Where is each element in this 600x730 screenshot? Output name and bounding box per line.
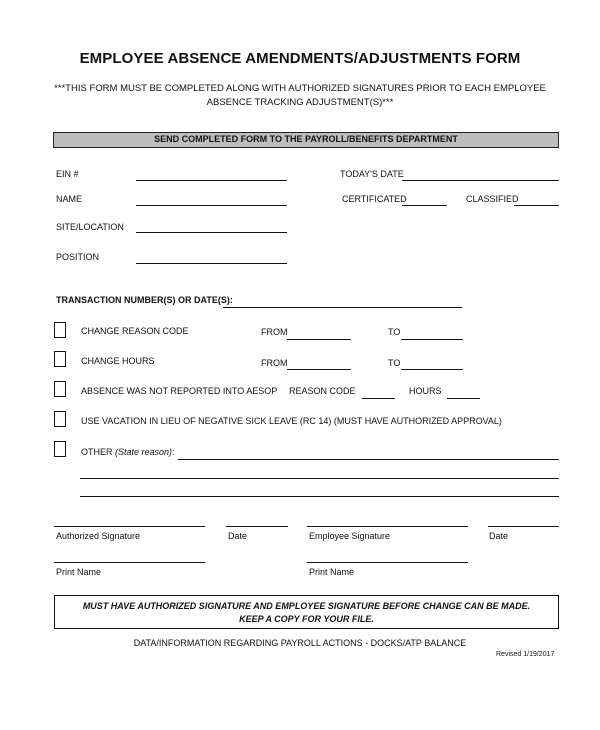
ein-label: EIN # — [56, 169, 79, 179]
authorized-date-label: Date — [228, 531, 248, 541]
signature-notice-line2: KEEP A COPY FOR YOUR FILE. — [239, 614, 374, 624]
reason-code-label: REASON CODE — [289, 386, 356, 396]
authorized-date-field[interactable] — [226, 526, 288, 527]
payroll-info-note: DATA/INFORMATION REGARDING PAYROLL ACTIONS - DOCKS/ATP BALANCE — [133, 638, 467, 648]
from-label-2: FROM — [261, 358, 288, 368]
hours-field[interactable] — [447, 398, 480, 399]
authorized-signature-field[interactable] — [54, 526, 205, 527]
other-label — [81, 447, 175, 457]
other-checkbox[interactable] — [54, 441, 66, 457]
classified-label: CLASSIFIED — [466, 194, 519, 204]
certificated-label: CERTIFICATED — [342, 194, 407, 204]
hours-label: HOURS — [409, 386, 442, 396]
other-text: OTHER — [81, 447, 113, 457]
authorized-print-name-label: Print Name — [56, 567, 102, 577]
name-label: NAME — [56, 194, 83, 204]
from-field-1[interactable] — [287, 339, 351, 340]
other-reason-field[interactable] — [178, 459, 559, 460]
change-reason-code-checkbox[interactable] — [54, 322, 66, 338]
to-field-2[interactable] — [401, 369, 463, 370]
transaction-number-field[interactable] — [223, 307, 462, 308]
revised-date: Revised 1/19/2017 — [496, 651, 555, 658]
certificated-field[interactable] — [402, 205, 447, 206]
to-label-2: TO — [388, 358, 401, 368]
absence-not-reported-label: ABSENCE WAS NOT REPORTED INTO AESOP — [81, 386, 278, 396]
employee-signature-field[interactable] — [307, 526, 468, 527]
send-to-banner: SEND COMPLETED FORM TO THE PAYROLL/BENEFITS DEPARTMENT — [53, 132, 559, 148]
form-notice-line1: ***THIS FORM MUST BE COMPLETED ALONG WITH AUTHORIZED SIGNATURES PRIOR TO EACH EMPLOYEE — [54, 83, 546, 94]
other-reason-line-3[interactable] — [80, 496, 559, 497]
signature-notice-line1: MUST HAVE AUTHORIZED SIGNATURE AND EMPLOYEE SIGNATURE BEFORE CHANGE CAN BE MADE. — [82, 601, 531, 611]
use-vacation-checkbox[interactable] — [54, 411, 66, 427]
other-reason-hint: (State reason) — [115, 447, 173, 457]
classified-field[interactable] — [514, 205, 559, 206]
from-field-2[interactable] — [287, 369, 351, 370]
employee-print-name-field[interactable] — [307, 562, 468, 563]
todays-date-label: TODAY'S DATE — [340, 169, 404, 179]
todays-date-field[interactable] — [402, 180, 559, 181]
absence-not-reported-checkbox[interactable] — [54, 381, 66, 397]
change-reason-code-label: CHANGE REASON CODE — [81, 326, 189, 336]
other-colon: : — [172, 447, 175, 457]
position-field[interactable] — [136, 263, 287, 264]
name-field[interactable] — [136, 205, 287, 206]
reason-code-field[interactable] — [362, 398, 395, 399]
employee-print-name-label: Print Name — [309, 567, 355, 577]
authorized-print-name-field[interactable] — [54, 562, 205, 563]
employee-date-field[interactable] — [488, 526, 559, 527]
signature-notice-box — [54, 595, 559, 629]
ein-field[interactable] — [136, 180, 287, 181]
form-notice-line2: ABSENCE TRACKING ADJUSTMENT(S)*** — [206, 97, 394, 108]
to-field-1[interactable] — [401, 339, 463, 340]
other-reason-line-2[interactable] — [80, 478, 559, 479]
change-hours-label: CHANGE HOURS — [81, 356, 155, 366]
from-label-1: FROM — [261, 327, 288, 337]
site-location-label: SITE/LOCATION — [56, 222, 124, 232]
form-title: EMPLOYEE ABSENCE AMENDMENTS/ADJUSTMENTS FORM — [79, 50, 521, 67]
change-hours-checkbox[interactable] — [54, 351, 66, 367]
use-vacation-label: USE VACATION IN LIEU OF NEGATIVE SICK LEAVE (RC 14) (MUST HAVE AUTHORIZED APPROVAL) — [81, 416, 502, 426]
authorized-signature-label: Authorized Signature — [56, 531, 141, 541]
to-label-1: TO — [388, 327, 401, 337]
position-label: POSITION — [56, 252, 100, 262]
site-location-field[interactable] — [136, 232, 287, 233]
employee-date-label: Date — [489, 531, 509, 541]
employee-signature-label: Employee Signature — [309, 531, 391, 541]
transaction-heading: TRANSACTION NUMBER(S) OR DATE(S): — [56, 295, 233, 305]
